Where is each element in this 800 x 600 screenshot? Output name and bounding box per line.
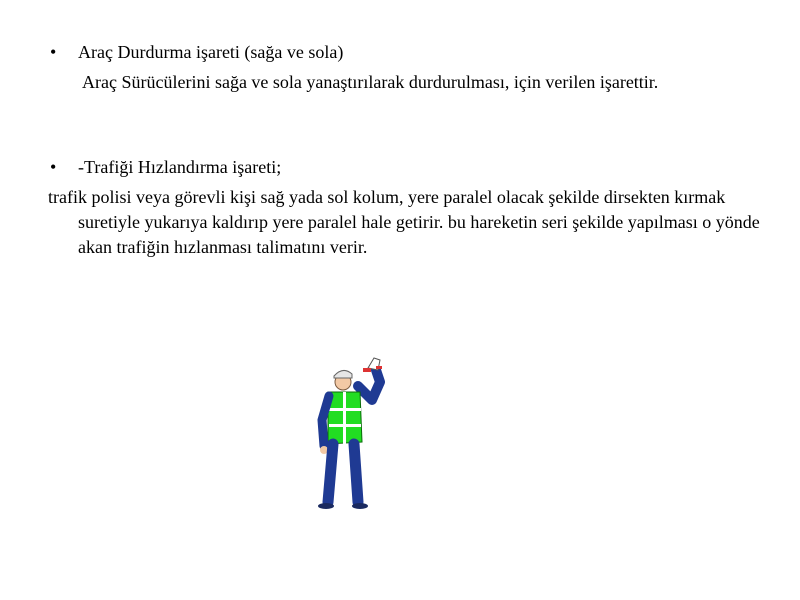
bullet-2 xyxy=(50,155,281,180)
bullet-2-title: -Trafiği Hızlandırma işareti; xyxy=(78,157,282,177)
traffic-officer-illustration xyxy=(200,320,495,535)
bullet-1-title: Araç Durdurma işareti (sağa ve sola) xyxy=(78,42,344,62)
bullet-marker: • xyxy=(50,42,57,62)
bullet-2-text: trafik polisi veya görevli kişi sağ yada sol kolum, yere paralel olacak şekilde dirsekten kırmak suretiyle yukarıya kaldırıp yere paralel hale getirir. bu hareketin seri şekilde yapılması o yönde akan trafiğin hızlanması talimatını verir. xyxy=(48,187,760,257)
traffic-officer-figure-icon xyxy=(200,320,495,535)
bullet-1 xyxy=(50,40,343,65)
bullet-marker: • xyxy=(50,157,57,177)
bullet-1-text: Araç Sürücülerini sağa ve sola yanaştırılarak durdurulması, için verilen işarettir. xyxy=(82,72,659,92)
